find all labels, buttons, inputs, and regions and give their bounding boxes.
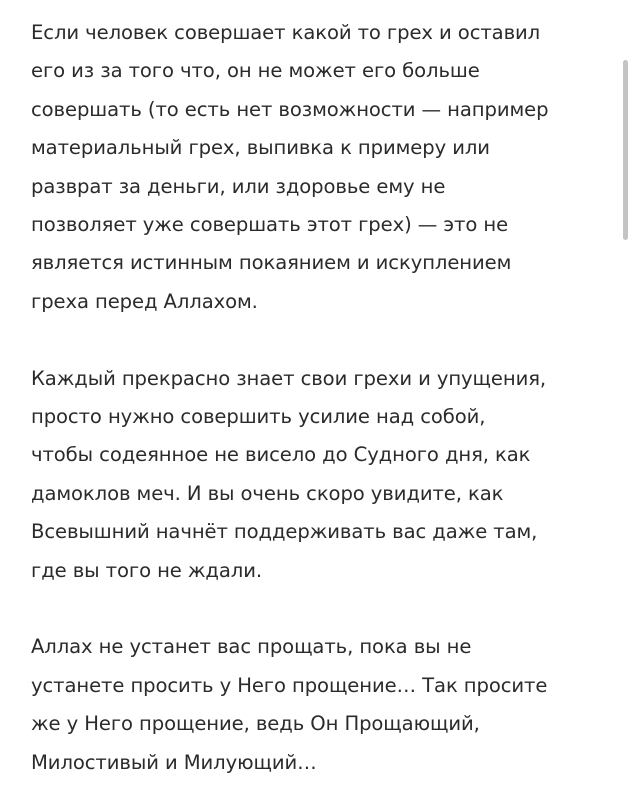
text-line: устанете просить у Него прощение… Так просите (31, 673, 548, 697)
text-line: его из за того что, он не может его больше (31, 59, 480, 83)
paragraph-3 (31, 628, 621, 782)
text-line: позволяет уже совершать этот грех) — это не (31, 213, 509, 237)
text-line: Каждый прекрасно знает свои грехи и упущения, (31, 366, 547, 390)
text-line: просто нужно совершить усилие над собой, (31, 405, 486, 429)
text-line: является истинным покаянием и искуплением (31, 251, 512, 275)
message-text (31, 14, 621, 782)
paragraph-spacer (31, 590, 621, 628)
text-line: Всевышний начнёт поддерживать вас даже там, (31, 520, 538, 544)
text-line: где вы того не ждали. (31, 558, 262, 582)
text-line: Милостивый и Милующий… (31, 750, 317, 774)
text-line: чтобы содеянное не висело до Судного дня, как (31, 443, 531, 467)
paragraph-1 (31, 14, 621, 321)
text-line: Аллах не устанет вас прощать, пока вы не (31, 635, 472, 659)
text-line: материальный грех, выпивка к примеру или (31, 136, 490, 160)
text-line: дамоклов меч. И вы очень скоро увидите, как (31, 481, 504, 505)
scrollbar[interactable] (623, 60, 628, 240)
text-line: греха перед Аллахом. (31, 289, 258, 313)
text-line: совершать (то есть нет возможности — например (31, 97, 549, 121)
paragraph-2 (31, 360, 621, 590)
paragraph-spacer (31, 321, 621, 359)
text-line: же у Него прощение, ведь Он Прощающий, (31, 712, 480, 736)
text-line: Если человек совершает какой то грех и оставил (31, 21, 541, 44)
text-line: разврат за деньги, или здоровье ему не (31, 174, 446, 198)
